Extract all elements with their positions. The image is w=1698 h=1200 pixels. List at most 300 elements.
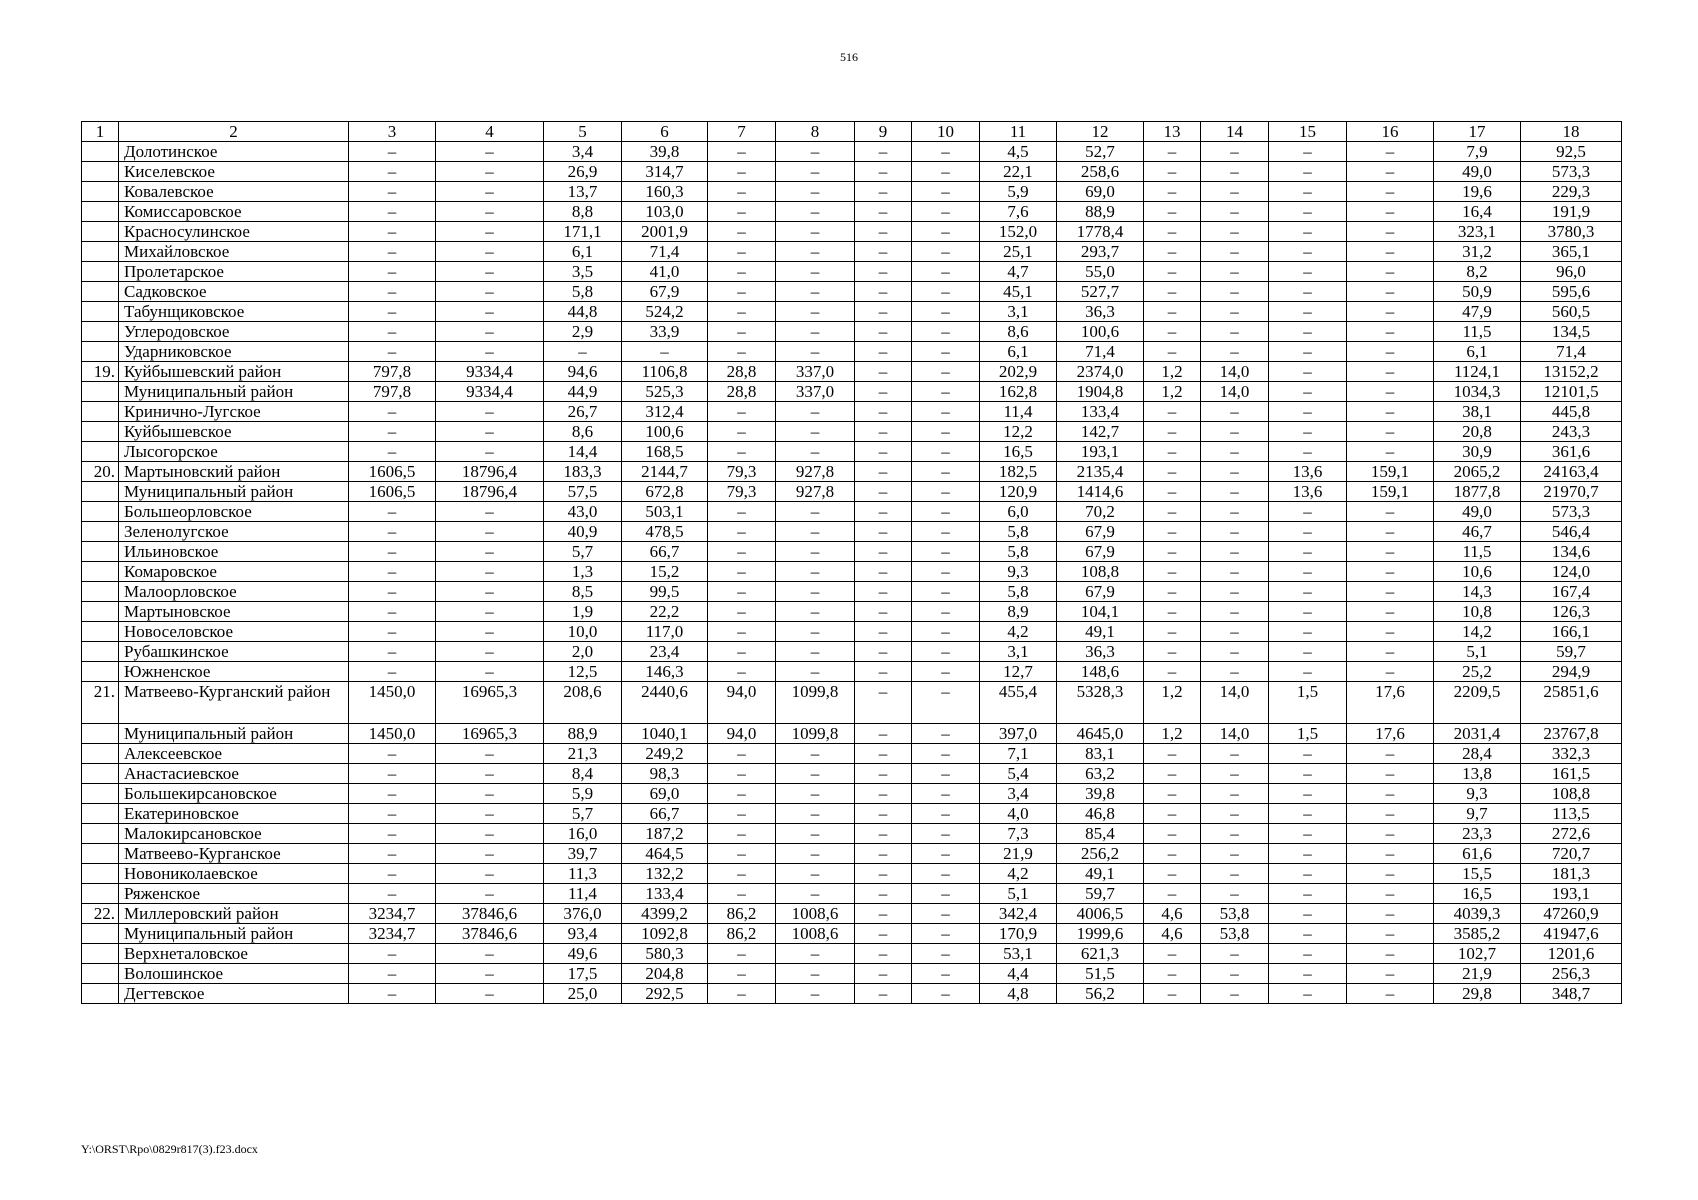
value-cell: – — [1201, 784, 1269, 804]
value-cell: 314,7 — [622, 162, 708, 182]
value-cell: 5328,3 — [1057, 682, 1144, 724]
value-cell: 14,0 — [1201, 362, 1269, 382]
value-cell: 93,4 — [544, 924, 622, 944]
row-number-cell — [82, 302, 119, 322]
column-header: 5 — [544, 122, 622, 142]
name-cell: Углеродовское — [119, 322, 349, 342]
value-cell: 160,3 — [622, 182, 708, 202]
value-cell: – — [708, 984, 776, 1004]
value-cell: 580,3 — [622, 944, 708, 964]
value-cell: – — [436, 562, 544, 582]
value-cell: 2001,9 — [622, 222, 708, 242]
table-row — [82, 984, 1622, 1004]
value-cell: 672,8 — [622, 482, 708, 502]
value-cell: – — [855, 804, 912, 824]
value-cell: – — [912, 482, 980, 502]
table-row — [82, 422, 1622, 442]
value-cell: 39,8 — [622, 142, 708, 162]
name-cell: Киселевское — [119, 162, 349, 182]
value-cell: – — [708, 242, 776, 262]
value-cell: 67,9 — [622, 282, 708, 302]
row-number-cell — [82, 182, 119, 202]
column-header: 1 — [82, 122, 119, 142]
name-cell: Матвеево-Курганский район — [119, 682, 349, 724]
value-cell: 46,8 — [1057, 804, 1144, 824]
row-number-cell — [82, 502, 119, 522]
value-cell: 3585,2 — [1434, 924, 1521, 944]
value-cell: – — [912, 542, 980, 562]
value-cell: – — [1347, 662, 1434, 682]
value-cell: 23,3 — [1434, 824, 1521, 844]
value-cell: – — [349, 824, 436, 844]
value-cell: 337,0 — [776, 362, 855, 382]
value-cell: 8,4 — [544, 764, 622, 784]
value-cell: – — [1347, 502, 1434, 522]
value-cell: – — [855, 724, 912, 744]
row-number-cell — [82, 282, 119, 302]
value-cell: 94,0 — [708, 682, 776, 724]
value-cell: 103,0 — [622, 202, 708, 222]
row-number-cell — [82, 482, 119, 502]
value-cell: 43,0 — [544, 502, 622, 522]
value-cell: 1008,6 — [776, 904, 855, 924]
table-row — [82, 442, 1622, 462]
value-cell: 11,5 — [1434, 322, 1521, 342]
value-cell: – — [349, 844, 436, 864]
value-cell: – — [1144, 342, 1201, 362]
value-cell: 108,8 — [1057, 562, 1144, 582]
value-cell: – — [912, 302, 980, 322]
value-cell: – — [776, 162, 855, 182]
value-cell: 1450,0 — [349, 724, 436, 744]
value-cell: – — [1144, 864, 1201, 884]
value-cell: 4,2 — [980, 864, 1057, 884]
value-cell: – — [1201, 642, 1269, 662]
row-number-cell — [82, 262, 119, 282]
value-cell: 57,5 — [544, 482, 622, 502]
name-cell: Табунщиковское — [119, 302, 349, 322]
value-cell: 71,4 — [1057, 342, 1144, 362]
value-cell: – — [1201, 402, 1269, 422]
name-cell: Малокирсановское — [119, 824, 349, 844]
value-cell: – — [1201, 422, 1269, 442]
value-cell: 49,1 — [1057, 622, 1144, 642]
value-cell: – — [1201, 322, 1269, 342]
table-header — [82, 122, 1622, 142]
name-cell: Пролетарское — [119, 262, 349, 282]
value-cell: 5,8 — [980, 522, 1057, 542]
value-cell: 63,2 — [1057, 764, 1144, 784]
value-cell: – — [1269, 824, 1347, 844]
value-cell: 94,6 — [544, 362, 622, 382]
value-cell: 249,2 — [622, 744, 708, 764]
value-cell: – — [855, 622, 912, 642]
value-cell: 170,9 — [980, 924, 1057, 944]
value-cell: 13,6 — [1269, 482, 1347, 502]
value-cell: 17,6 — [1347, 724, 1434, 744]
value-cell: – — [855, 182, 912, 202]
row-number-cell — [82, 784, 119, 804]
value-cell: – — [436, 784, 544, 804]
value-cell: – — [349, 864, 436, 884]
value-cell: – — [912, 242, 980, 262]
value-cell: 53,8 — [1201, 924, 1269, 944]
row-number-cell — [82, 342, 119, 362]
value-cell: 3,4 — [980, 784, 1057, 804]
value-cell: – — [1269, 864, 1347, 884]
value-cell: – — [1201, 162, 1269, 182]
name-cell: Куйбышевский район — [119, 362, 349, 382]
value-cell: – — [1144, 422, 1201, 442]
value-cell: 104,1 — [1057, 602, 1144, 622]
value-cell: 92,5 — [1521, 142, 1622, 162]
value-cell: – — [855, 824, 912, 844]
value-cell: 15,2 — [622, 562, 708, 582]
value-cell: 21,9 — [980, 844, 1057, 864]
value-cell: – — [776, 642, 855, 662]
value-cell: – — [855, 382, 912, 402]
value-cell: – — [912, 362, 980, 382]
value-cell: 152,0 — [980, 222, 1057, 242]
value-cell: 332,3 — [1521, 744, 1622, 764]
value-cell: – — [708, 402, 776, 422]
value-cell: – — [912, 602, 980, 622]
value-cell: – — [776, 282, 855, 302]
value-cell: – — [1347, 442, 1434, 462]
value-cell: 4,5 — [980, 142, 1057, 162]
table-row — [82, 844, 1622, 864]
value-cell: 14,4 — [544, 442, 622, 462]
value-cell: 86,2 — [708, 904, 776, 924]
column-header: 7 — [708, 122, 776, 142]
value-cell: 148,6 — [1057, 662, 1144, 682]
value-cell: – — [708, 602, 776, 622]
table-row — [82, 744, 1622, 764]
value-cell: 16965,3 — [436, 682, 544, 724]
value-cell: 52,7 — [1057, 142, 1144, 162]
value-cell: – — [1144, 302, 1201, 322]
value-cell: 25,0 — [544, 984, 622, 1004]
value-cell: – — [912, 724, 980, 744]
value-cell: 13152,2 — [1521, 362, 1622, 382]
value-cell: 595,6 — [1521, 282, 1622, 302]
value-cell: – — [1347, 844, 1434, 864]
value-cell: 88,9 — [544, 724, 622, 744]
value-cell: – — [1144, 282, 1201, 302]
value-cell: 8,6 — [980, 322, 1057, 342]
value-cell: – — [1144, 744, 1201, 764]
value-cell: – — [1347, 824, 1434, 844]
value-cell: – — [544, 342, 622, 362]
value-cell: – — [912, 642, 980, 662]
table-row — [82, 582, 1622, 602]
table-row — [82, 522, 1622, 542]
value-cell: – — [776, 622, 855, 642]
value-cell: – — [349, 602, 436, 622]
row-number-cell: 22. — [82, 904, 119, 924]
value-cell: 3,1 — [980, 302, 1057, 322]
value-cell: 1099,8 — [776, 682, 855, 724]
value-cell: 29,8 — [1434, 984, 1521, 1004]
value-cell: 26,7 — [544, 402, 622, 422]
value-cell: 621,3 — [1057, 944, 1144, 964]
value-cell: 11,4 — [980, 402, 1057, 422]
value-cell: – — [912, 162, 980, 182]
value-cell: – — [1269, 322, 1347, 342]
value-cell: 376,0 — [544, 904, 622, 924]
value-cell: 14,2 — [1434, 622, 1521, 642]
value-cell: – — [708, 642, 776, 662]
value-cell: – — [776, 864, 855, 884]
value-cell: 1,2 — [1144, 682, 1201, 724]
table-row — [82, 462, 1622, 482]
value-cell: – — [912, 622, 980, 642]
value-cell: – — [349, 202, 436, 222]
value-cell: – — [912, 182, 980, 202]
name-cell: Мартыновский район — [119, 462, 349, 482]
value-cell: – — [436, 402, 544, 422]
table-row — [82, 642, 1622, 662]
value-cell: – — [855, 884, 912, 904]
value-cell: – — [708, 864, 776, 884]
value-cell: 1008,6 — [776, 924, 855, 944]
value-cell: – — [436, 824, 544, 844]
value-cell: 161,5 — [1521, 764, 1622, 784]
value-cell: – — [912, 462, 980, 482]
value-cell: 445,8 — [1521, 402, 1622, 422]
value-cell: – — [1347, 302, 1434, 322]
value-cell: 159,1 — [1347, 482, 1434, 502]
value-cell: 10,8 — [1434, 602, 1521, 622]
value-cell: 21,9 — [1434, 964, 1521, 984]
value-cell: 6,1 — [980, 342, 1057, 362]
value-cell: – — [1347, 182, 1434, 202]
value-cell: 323,1 — [1434, 222, 1521, 242]
value-cell: – — [1347, 984, 1434, 1004]
value-cell: 2065,2 — [1434, 462, 1521, 482]
name-cell: Рубашкинское — [119, 642, 349, 662]
value-cell: 70,2 — [1057, 502, 1144, 522]
value-cell: – — [708, 142, 776, 162]
row-number-cell — [82, 222, 119, 242]
value-cell: – — [1201, 964, 1269, 984]
value-cell: – — [912, 662, 980, 682]
value-cell: – — [855, 744, 912, 764]
value-cell: – — [1347, 784, 1434, 804]
value-cell: 12,5 — [544, 662, 622, 682]
value-cell: – — [776, 824, 855, 844]
value-cell: – — [436, 662, 544, 682]
name-cell: Михайловское — [119, 242, 349, 262]
value-cell: – — [349, 502, 436, 522]
value-cell: 4,4 — [980, 964, 1057, 984]
value-cell: 1877,8 — [1434, 482, 1521, 502]
value-cell: 187,2 — [622, 824, 708, 844]
value-cell: 59,7 — [1521, 642, 1622, 662]
name-cell: Новоселовское — [119, 622, 349, 642]
value-cell: – — [1347, 804, 1434, 824]
value-cell: 797,8 — [349, 362, 436, 382]
value-cell: – — [436, 502, 544, 522]
table-row — [82, 662, 1622, 682]
value-cell: – — [1201, 482, 1269, 502]
value-cell: 22,1 — [980, 162, 1057, 182]
row-number-cell — [82, 984, 119, 1004]
value-cell: – — [855, 222, 912, 242]
value-cell: 12,7 — [980, 662, 1057, 682]
value-cell: – — [1269, 924, 1347, 944]
value-cell: 8,2 — [1434, 262, 1521, 282]
value-cell: – — [776, 222, 855, 242]
value-cell: – — [349, 242, 436, 262]
value-cell: – — [349, 342, 436, 362]
value-cell: – — [349, 662, 436, 682]
value-cell: – — [708, 222, 776, 242]
value-cell: – — [912, 582, 980, 602]
value-cell: 6,1 — [1434, 342, 1521, 362]
value-cell: 182,5 — [980, 462, 1057, 482]
value-cell: 8,8 — [544, 202, 622, 222]
value-cell: – — [1269, 422, 1347, 442]
value-cell: – — [912, 924, 980, 944]
value-cell: – — [436, 864, 544, 884]
value-cell: – — [776, 804, 855, 824]
value-cell: – — [855, 924, 912, 944]
value-cell: – — [349, 562, 436, 582]
value-cell: 47,9 — [1434, 302, 1521, 322]
value-cell: 15,5 — [1434, 864, 1521, 884]
value-cell: – — [1201, 582, 1269, 602]
value-cell: – — [1201, 804, 1269, 824]
value-cell: – — [708, 282, 776, 302]
value-cell: 18796,4 — [436, 482, 544, 502]
value-cell: 2374,0 — [1057, 362, 1144, 382]
value-cell: – — [912, 784, 980, 804]
value-cell: 8,9 — [980, 602, 1057, 622]
value-cell: – — [776, 302, 855, 322]
value-cell: 171,1 — [544, 222, 622, 242]
value-cell: – — [1201, 744, 1269, 764]
value-cell: – — [1269, 562, 1347, 582]
value-cell: 162,8 — [980, 382, 1057, 402]
header-row — [82, 122, 1622, 142]
value-cell: – — [1201, 944, 1269, 964]
value-cell: – — [708, 844, 776, 864]
table-row — [82, 764, 1622, 784]
value-cell: – — [1144, 824, 1201, 844]
value-cell: 1,2 — [1144, 724, 1201, 744]
value-cell: – — [708, 322, 776, 342]
value-cell: – — [1144, 522, 1201, 542]
value-cell: 1414,6 — [1057, 482, 1144, 502]
value-cell: 10,0 — [544, 622, 622, 642]
value-cell: – — [1347, 582, 1434, 602]
table-row — [82, 904, 1622, 924]
value-cell: – — [1144, 784, 1201, 804]
row-number-cell — [82, 322, 119, 342]
name-cell: Миллеровский район — [119, 904, 349, 924]
name-cell: Анастасиевское — [119, 764, 349, 784]
value-cell: 191,9 — [1521, 202, 1622, 222]
value-cell: – — [1144, 804, 1201, 824]
value-cell: 9334,4 — [436, 362, 544, 382]
value-cell: – — [855, 602, 912, 622]
value-cell: 24163,4 — [1521, 462, 1622, 482]
value-cell: – — [1144, 622, 1201, 642]
value-cell: – — [855, 682, 912, 724]
value-cell: – — [349, 542, 436, 562]
value-cell: – — [349, 964, 436, 984]
value-cell: 1,5 — [1269, 682, 1347, 724]
value-cell: 4006,5 — [1057, 904, 1144, 924]
value-cell: – — [436, 142, 544, 162]
value-cell: – — [855, 342, 912, 362]
value-cell: – — [1144, 984, 1201, 1004]
value-cell: – — [1144, 764, 1201, 784]
value-cell: – — [1269, 804, 1347, 824]
value-cell: – — [776, 242, 855, 262]
value-cell: 96,0 — [1521, 262, 1622, 282]
row-number-cell — [82, 402, 119, 422]
value-cell: – — [776, 602, 855, 622]
value-cell: 2144,7 — [622, 462, 708, 482]
value-cell: – — [436, 322, 544, 342]
value-cell: – — [1347, 202, 1434, 222]
value-cell: – — [1201, 844, 1269, 864]
value-cell: 124,0 — [1521, 562, 1622, 582]
value-cell: – — [1144, 502, 1201, 522]
value-cell: – — [855, 764, 912, 784]
value-cell: 6,1 — [544, 242, 622, 262]
value-cell: – — [855, 522, 912, 542]
row-number-cell — [82, 744, 119, 764]
table-row — [82, 804, 1622, 824]
value-cell: – — [1269, 202, 1347, 222]
value-cell: – — [1347, 602, 1434, 622]
value-cell: 18796,4 — [436, 462, 544, 482]
value-cell: – — [1269, 162, 1347, 182]
value-cell: 573,3 — [1521, 162, 1622, 182]
value-cell: 14,3 — [1434, 582, 1521, 602]
value-cell: 927,8 — [776, 482, 855, 502]
value-cell: – — [708, 964, 776, 984]
value-cell: – — [776, 744, 855, 764]
value-cell: – — [1201, 764, 1269, 784]
value-cell: 16,5 — [980, 442, 1057, 462]
value-cell: 25851,6 — [1521, 682, 1622, 724]
value-cell: – — [855, 162, 912, 182]
value-cell: 38,1 — [1434, 402, 1521, 422]
value-cell: 1,2 — [1144, 382, 1201, 402]
row-number-cell — [82, 884, 119, 904]
value-cell: 79,3 — [708, 462, 776, 482]
value-cell: – — [436, 162, 544, 182]
value-cell: – — [1269, 844, 1347, 864]
value-cell: 720,7 — [1521, 844, 1622, 864]
value-cell: 5,1 — [980, 884, 1057, 904]
value-cell: – — [776, 784, 855, 804]
name-cell: Куйбышевское — [119, 422, 349, 442]
value-cell: 100,6 — [622, 422, 708, 442]
value-cell: 71,4 — [622, 242, 708, 262]
value-cell: 2,0 — [544, 642, 622, 662]
value-cell: 20,8 — [1434, 422, 1521, 442]
value-cell: 1106,8 — [622, 362, 708, 382]
value-cell: 41947,6 — [1521, 924, 1622, 944]
value-cell: 8,5 — [544, 582, 622, 602]
value-cell: 272,6 — [1521, 824, 1622, 844]
value-cell: – — [776, 542, 855, 562]
